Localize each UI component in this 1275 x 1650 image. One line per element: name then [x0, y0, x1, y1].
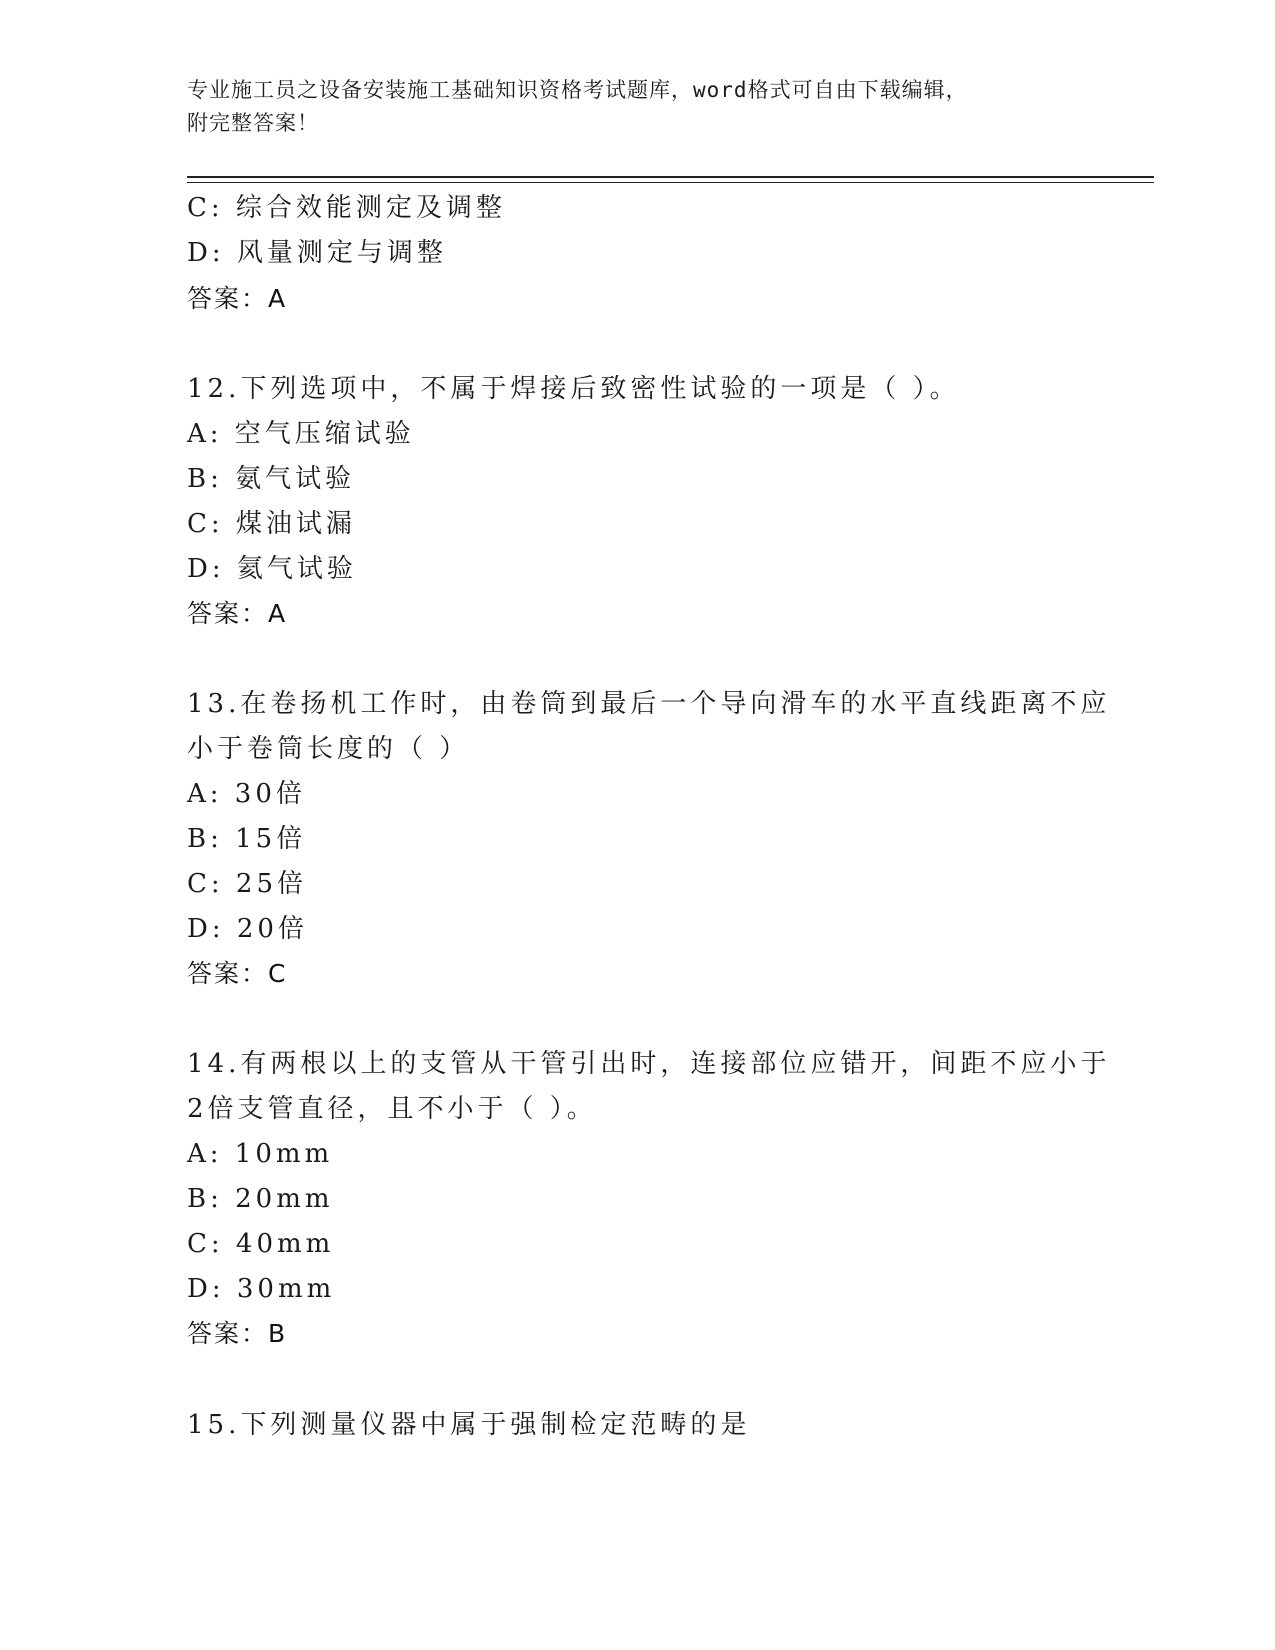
- q13-answer: 答案：C: [187, 959, 288, 988]
- header-line-2: 附完整答案！: [187, 111, 319, 135]
- q12-answer: 答案：A: [187, 599, 288, 628]
- q12-option-c: C: 煤油试漏: [187, 509, 356, 539]
- document-header: [187, 74, 1067, 140]
- q13-option-d: D: 20倍: [187, 914, 308, 944]
- q13-stem-line-1: 13.在卷扬机工作时，由卷筒到最后一个导向滑车的水平直线距离不应: [187, 689, 1111, 719]
- q12-option-a: A: 空气压缩试验: [187, 419, 415, 449]
- q14-option-d: D: 30mm: [187, 1274, 336, 1304]
- header-divider-top: [187, 176, 1154, 178]
- q13-option-c: C: 25倍: [187, 869, 308, 899]
- q14-option-a: A: 10mm: [187, 1139, 334, 1169]
- q12-stem: 12.下列选项中，不属于焊接后致密性试验的一项是（ ）。: [187, 374, 960, 404]
- q11-option-d: D: 风量测定与调整: [187, 238, 447, 268]
- q11-answer: 答案：A: [187, 284, 288, 313]
- q12-option-d: D: 氦气试验: [187, 554, 357, 584]
- q14-answer: 答案：B: [187, 1319, 288, 1348]
- q11-option-c: C: 综合效能测定及调整: [187, 193, 506, 223]
- q14-option-c: C: 40mm: [187, 1229, 335, 1259]
- q13-option-b: B: 15倍: [187, 824, 307, 854]
- q14-stem-line-1: 14.有两根以上的支管从干管引出时，连接部位应错开，间距不应小于: [187, 1049, 1111, 1079]
- q14-option-b: B: 20mm: [187, 1184, 334, 1214]
- q13-stem-line-2: 小于卷筒长度的（ ）: [187, 734, 470, 764]
- q14-stem-line-2: 2倍支管直径，且不小于（ ）。: [187, 1094, 597, 1124]
- header-line-1: 专业施工员之设备安装施工基础知识资格考试题库，word格式可自由下载编辑，: [187, 78, 968, 102]
- q12-option-b: B: 氨气试验: [187, 464, 356, 494]
- header-divider-bottom: [187, 182, 1154, 183]
- q15-stem: 15.下列测量仪器中属于强制检定范畴的是: [187, 1410, 751, 1440]
- q13-option-a: A: 30倍: [187, 779, 306, 809]
